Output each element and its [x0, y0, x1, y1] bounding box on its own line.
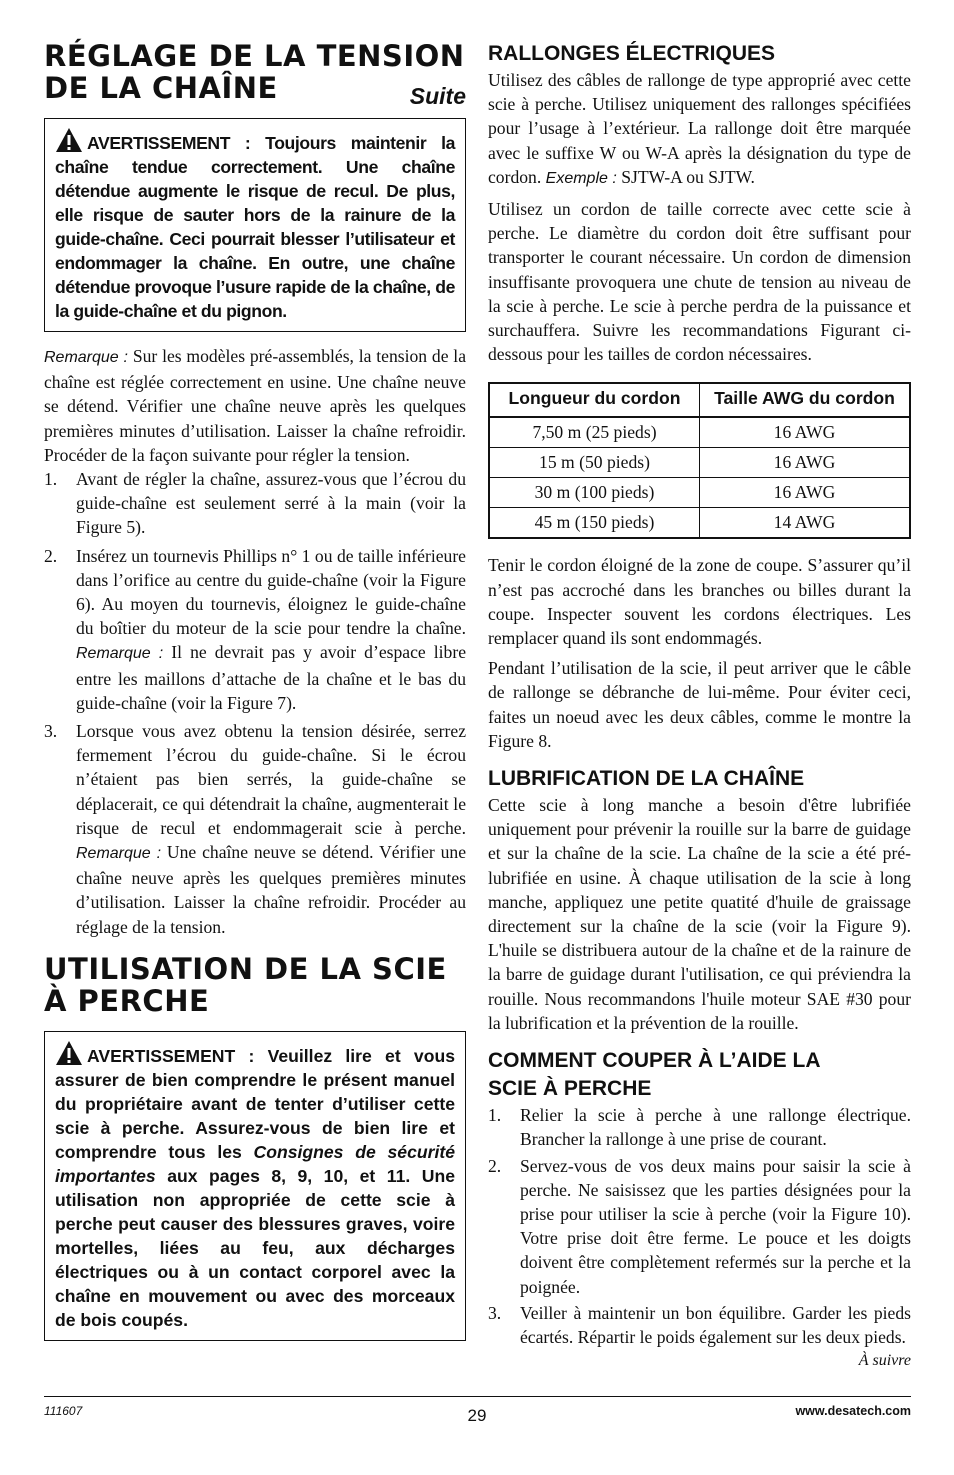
tension-steps-list	[44, 467, 466, 939]
footer-doc-number: 111607	[44, 1404, 83, 1418]
heading-how-to-cut: COMMENT COUPER À L’AIDE LA SCIE À PERCHE	[488, 1049, 821, 1101]
header-awg-size: Taille AWG du cordon	[700, 383, 911, 417]
section-title-chain-tension	[44, 39, 466, 109]
extension-paragraph-2: Utilisez un cordon de taille correcte avec cette scie à perche. Le diamètre du cordon doit être suffisant pour transporter le courant nécessaire. Un cordon de dimension insuffisante provoquera une chute de tension au niveau de la scie à perche. Le scie à perche perdra de la puissance et surchauffera. Suivre les recommandations Figurant ci-dessous pour les tailles de cordon nécessaires.	[488, 199, 911, 365]
extension-paragraph-1: Utilisez des câbles de rallonge de type approprié avec cette scie à perche. Utilisez uniquement des rallonges spécifiées pour l’usage à l’extérieur. La rallonge doit être marquée avec le suffixe W ou W-A après la désignation du type de cordon. Exemple : SJTW-A ou SJTW.	[488, 70, 911, 187]
list-item: 1. Relier la scie à perche à une rallonge électrique. Brancher la rallonge à une prise de courant.	[488, 1105, 911, 1150]
title-line-2: DE LA CHAÎNE	[44, 71, 278, 105]
title2-line-1: UTILISATION DE LA SCIE	[44, 951, 447, 986]
warning-text-chain: AVERTISSEMENT : Toujours maintenir la chaîne tendue correctement. Une chaîne détendue augmente le risque de recul. De plus, elle risque de sauter hors de la rainure de la guide-chaîne. Ceci pourrait blesser l’utilisateur et endommager la chaîne. En outre, une chaîne détendue provoque l’usure rapide de la chaîne, de la guide-chaîne et du pignon.	[55, 127, 455, 323]
list-item: 1. Avant de régler la chaîne, assurez-vous que l’écrou du guide-chaîne est seulement serré à la main (voir la Figure 5).	[44, 469, 466, 538]
title-line-1: RÉGLAGE DE LA TENSION	[44, 39, 465, 73]
table-row: 7,50 m (25 pieds) 16 AWG	[489, 417, 910, 448]
continued-label: À suivre	[858, 1352, 911, 1370]
table-row: 15 m (50 pieds) 16 AWG	[489, 448, 910, 478]
warning-triangle-icon	[55, 127, 83, 153]
footer-page-number: 29	[467, 1406, 487, 1425]
list-item: 2. Servez-vous de vos deux mains pour saisir la scie à perche. Ne saisissez que les parties désignées pour la prise pour utiliser la scie à perche (voir la Figure 10). Votre prise doit être ferme. Le pouce et les doigts doivent être complètement refermés sur la perche et la poignée.	[488, 1155, 911, 1297]
cord-size-table	[488, 382, 911, 539]
right-column	[488, 40, 911, 1373]
section-title-usage	[44, 953, 466, 1017]
heading-extension-cords: RALLONGES ÉLECTRIQUES	[488, 42, 776, 65]
header-cord-length: Longueur du cordon	[489, 383, 700, 417]
list-item: 3. Veiller à maintenir un bon équilibre. Garder les pieds écartés. Répartir le poids également sur les deux pieds.	[488, 1302, 911, 1347]
heading-chain-lubrication: LUBRIFICATION DE LA CHAÎNE	[488, 767, 805, 791]
table-row: 45 m (150 pieds) 14 AWG	[489, 508, 910, 539]
lubrication-paragraph: Cette scie à long manche a besoin d'être lubrifiée uniquement pour prévenir la rouille sur la barre de guidage et sur la chaîne de la scie. La chaîne de la scie a été pré-lubrifiée en usine. À chaque utilisation de la scie à long manche, appliquez une petite quatité d'huile de graissage directement sur la chaîne de la scie (voir la Figure 9). L'huile se distribuera autour de la chaîne et de la rainure de la barre de guidage durant l'utilisation, ce qui préviendra la rouille. Nous recommandons l'huile moteur SAE #30 pour la lubrification et la prévention de la rouille.	[488, 795, 911, 1033]
remark-label: Remarque :	[44, 349, 129, 366]
extension-paragraph-3: Tenir le cordon éloigné de la zone de coupe. S’assurer qu’il n’est pas accroché dans les branches ou billes durant la coupe. Inspecter souvent les cordons électriques. Les remplacer quand ils sont endommagés.	[488, 555, 911, 649]
table-row: 30 m (100 pieds) 16 AWG	[489, 478, 910, 508]
list-item: 3. Lorsque vous avez obtenu la tension désirée, serrez fermement l’écrou du guide-chaîne. Si le écrou n’étaient pas bien serrés, la guide-chaîne se déplacerait, ce qui détendrait la chaîne, augmenterait le risque de recul et endommagerait scie à perche. Remarque : Une chaîne neuve se détend. Vérifier une chaîne neuve après les quelques premières minutes d’utilisation. Laisser la chaîne refroidir. Procéder au réglage de la tension.	[44, 721, 467, 937]
remark-text: Sur les modèles pré-assemblés, la tension de la chaîne est réglée correctement en usine. Une chaîne neuve se détend. Vérifier une chaîne neuve après les quelques premières minutes d’utilisation. Laisser la chaîne refroidir. Procéder de la façon suivante pour régler la tension.	[44, 346, 467, 465]
remark-paragraph	[44, 344, 466, 467]
warning-triangle-icon	[55, 1040, 83, 1066]
list-item: 2. Insérez un tournevis Phillips n° 1 ou de taille inférieure dans l’orifice au centre du guide-chaîne (voir la Figure 6). Au moyen du tournevis, éloignez le guide-chaîne du boîtier du moteur de la scie pour tendre la chaîne. Remarque : Il ne devrait pas y avoir d’espace libre entre les maillons d’attache de la chaîne et le bas du guide-chaîne (voir la Figure 7).	[44, 545, 467, 713]
extension-paragraph-4: Pendant l’utilisation de la scie, il peut arriver que le câble de rallonge se débranche de lui-même. Pour éviter ceci, faites un noeud avec les deux câbles, comme le montre la Figure 8.	[488, 658, 911, 751]
title-suffix: Suite	[409, 83, 466, 109]
footer-divider	[44, 1396, 911, 1397]
warning-box-usage	[44, 1031, 466, 1341]
footer-website: www.desatech.com	[795, 1404, 911, 1418]
warning-text-usage: AVERTISSEMENT : Veuillez lire et vous assurer de bien comprendre le présent manuel du propriétaire avant de tenter d’utiliser cette scie à perche. Assurez-vous de bien lire et comprendre tous les Consignes de sécurité importantes aux pages 8, 9, 10, et 11. Une utilisation non appropriée de cette scie à perche peut causer des blessures graves, voire mortelles, liées au feu, aux décharges électriques ou à un contact corporel avec la chaîne en mouvement ou avec des morceaux de bois coupés.	[55, 1040, 455, 1332]
title2-line-2: À PERCHE	[44, 983, 210, 1018]
left-column	[44, 40, 466, 1341]
warning-box-chain	[44, 118, 466, 332]
table-header-row	[489, 383, 910, 417]
cutting-steps-list	[488, 1103, 911, 1349]
